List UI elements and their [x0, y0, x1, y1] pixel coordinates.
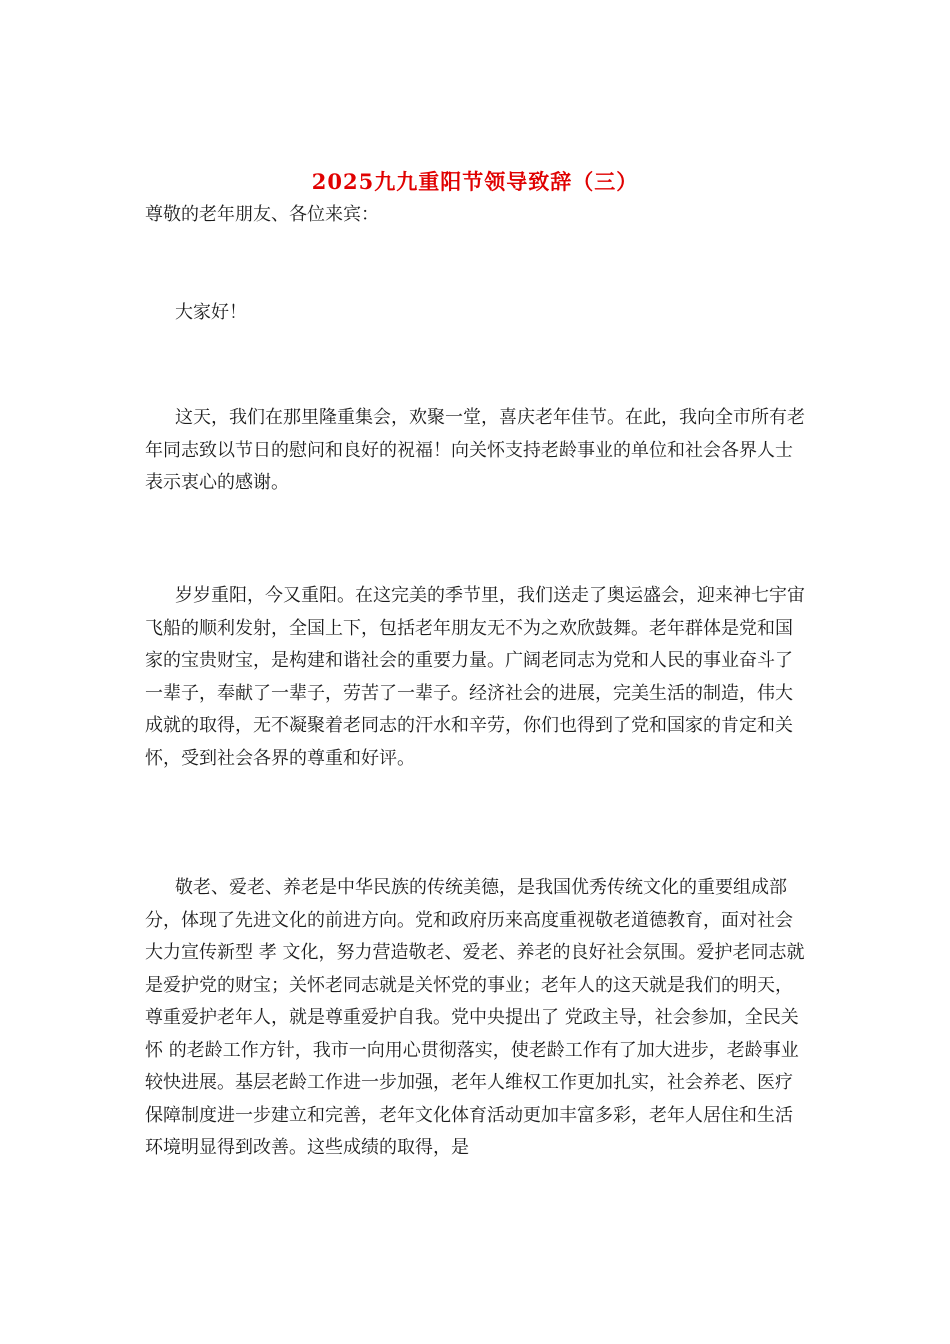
paragraph-2: 岁岁重阳，今又重阳。在这完美的季节里，我们送走了奥运盛会，迎来神七宇宙飞船的顺利发射，全国上下，包括老年朋友无不为之欢欣鼓舞。老年群体是党和国家的宝贵财宝，是构建和谐社会的重要力量。广阔老同志为党和人民的事业奋斗了一辈子，奉献了一辈子，劳苦了一辈子。经济社会的进展，完美生活的制造，伟大成就的取得，无不凝聚着老同志的汗水和辛劳，你们也得到了党和国家的肯定和关怀，受到社会各界的尊重和好评。 [145, 585, 805, 769]
paragraph-1: 这天，我们在那里隆重集会，欢聚一堂，喜庆老年佳节。在此，我向全市所有老年同志致以节日的慰问和良好的祝福！向关怀支持老龄事业的单位和社会各界人士表示衷心的感谢。 [145, 407, 805, 493]
salutation: 尊敬的老年朋友、各位来宾： [145, 204, 379, 225]
greeting: 大家好！ [175, 302, 247, 323]
page-title: 2025九九重阳节领导致辞（三） [311, 169, 639, 195]
paragraph-3: 敬老、爱老、养老是中华民族的传统美德，是我国优秀传统文化的重要组成部分，体现了先进文化的前进方向。党和政府历来高度重视敬老道德教育，面对社会大力宣传新型 孝 文化，努力营造敬老、爱老、养老的良好社会氛围。爱护老同志就是爱护党的财宝；关怀老同志就是关怀党的事业；老年人的这天就是我们的明天，尊重爱护老年人，就是尊重爱护自我。党中央提出了 党政主导，社会参加，全民关怀 的老龄工作方针，我市一向用心贯彻落实，使老龄工作有了加大进步，老龄事业较快进展。基层老龄工作进一步加强，老年人维权工作更加扎实，社会养老、医疗保障制度进一步建立和完善，老年文化体育活动更加丰富多彩，老年人居住和生活环境明显得到改善。这些成绩的取得，是 [145, 877, 805, 1158]
